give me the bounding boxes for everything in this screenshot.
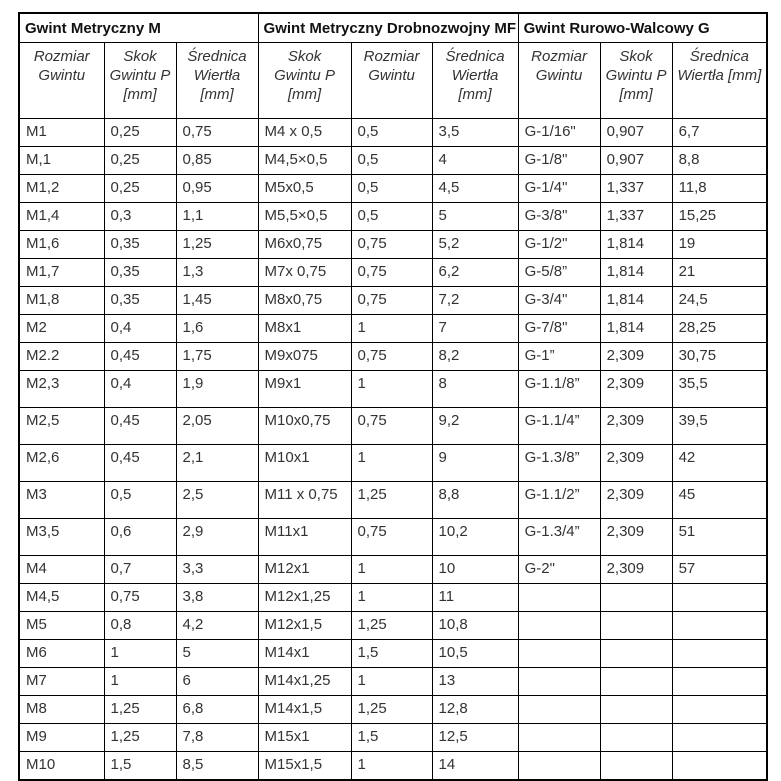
table-cell bbox=[600, 668, 672, 696]
table-cell: M7x 0,75 bbox=[258, 259, 351, 287]
table-cell bbox=[518, 752, 600, 781]
table-cell: 8,2 bbox=[432, 343, 518, 371]
table-cell: M12x1,25 bbox=[258, 584, 351, 612]
table-cell: 1 bbox=[351, 445, 432, 482]
table-cell: 0,907 bbox=[600, 147, 672, 175]
table-cell: 3,5 bbox=[432, 119, 518, 147]
table-cell: 1,5 bbox=[351, 640, 432, 668]
table-cell bbox=[600, 640, 672, 668]
column-header-g-pitch: Skok Gwintu P [mm] bbox=[600, 43, 672, 119]
table-cell: 0,75 bbox=[351, 259, 432, 287]
table-cell: 1 bbox=[351, 668, 432, 696]
table-row bbox=[19, 315, 767, 343]
table-cell: 0,3 bbox=[104, 203, 176, 231]
column-header-m-pitch: Skok Gwintu P [mm] bbox=[104, 43, 176, 119]
table-cell: 1 bbox=[104, 640, 176, 668]
table-row bbox=[19, 612, 767, 640]
table-cell: M10x0,75 bbox=[258, 408, 351, 445]
table-cell: 1,814 bbox=[600, 315, 672, 343]
table-cell: 2,5 bbox=[176, 482, 258, 519]
table-cell bbox=[672, 612, 767, 640]
table-cell: G-7/8" bbox=[518, 315, 600, 343]
table-cell: 51 bbox=[672, 519, 767, 556]
table-cell: M11 x 0,75 bbox=[258, 482, 351, 519]
table-cell: 0,5 bbox=[351, 175, 432, 203]
table-cell: 0,25 bbox=[104, 147, 176, 175]
table-cell: 1,5 bbox=[351, 724, 432, 752]
column-header-g-size: Rozmiar Gwintu bbox=[518, 43, 600, 119]
table-cell bbox=[518, 584, 600, 612]
table-cell: 1 bbox=[351, 371, 432, 408]
table-cell: 0,75 bbox=[104, 584, 176, 612]
table-cell: 14 bbox=[432, 752, 518, 781]
table-cell: 2,309 bbox=[600, 371, 672, 408]
table-cell: M14x1,5 bbox=[258, 696, 351, 724]
table-cell: 0,5 bbox=[104, 482, 176, 519]
table-cell: 30,75 bbox=[672, 343, 767, 371]
table-cell: G-1/4" bbox=[518, 175, 600, 203]
table-cell: 0,75 bbox=[176, 119, 258, 147]
table-cell: 0,5 bbox=[351, 203, 432, 231]
table-cell: M2.2 bbox=[19, 343, 104, 371]
table-cell: 1,814 bbox=[600, 259, 672, 287]
table-cell: G-1.3/4” bbox=[518, 519, 600, 556]
table-cell: 1,814 bbox=[600, 287, 672, 315]
table-cell: G-1” bbox=[518, 343, 600, 371]
table-cell: 1,25 bbox=[351, 696, 432, 724]
table-cell: M1,7 bbox=[19, 259, 104, 287]
table-cell: G-1.1/4” bbox=[518, 408, 600, 445]
group-title-metric: Gwint Metryczny M bbox=[19, 13, 258, 43]
table-cell: 1,25 bbox=[351, 612, 432, 640]
table-row bbox=[19, 445, 767, 482]
column-header-g-drill: Średnica Wiertła [mm] bbox=[672, 43, 767, 119]
table-cell: 1,337 bbox=[600, 175, 672, 203]
table-cell: 1,337 bbox=[600, 203, 672, 231]
table-cell: M5,5×0,5 bbox=[258, 203, 351, 231]
table-cell: 45 bbox=[672, 482, 767, 519]
table-cell: M12x1 bbox=[258, 556, 351, 584]
table-cell: G-3/8" bbox=[518, 203, 600, 231]
table-cell: M,1 bbox=[19, 147, 104, 175]
table-cell: M10x1 bbox=[258, 445, 351, 482]
table-row bbox=[19, 584, 767, 612]
table-cell: 13 bbox=[432, 668, 518, 696]
group-header-row bbox=[19, 13, 767, 43]
table-cell: 6 bbox=[176, 668, 258, 696]
table-cell: M3,5 bbox=[19, 519, 104, 556]
table-cell: 7,2 bbox=[432, 287, 518, 315]
table-cell: 4,2 bbox=[176, 612, 258, 640]
table-cell: 2,9 bbox=[176, 519, 258, 556]
table-cell: M14x1,25 bbox=[258, 668, 351, 696]
table-cell: 1 bbox=[104, 668, 176, 696]
table-body bbox=[19, 119, 767, 781]
table-cell: 0,35 bbox=[104, 259, 176, 287]
table-cell: 35,5 bbox=[672, 371, 767, 408]
table-cell: 28,25 bbox=[672, 315, 767, 343]
table-cell: 2,309 bbox=[600, 343, 672, 371]
table-cell bbox=[600, 752, 672, 781]
table-cell bbox=[672, 668, 767, 696]
table-cell: G-5/8” bbox=[518, 259, 600, 287]
table-cell: M15x1,5 bbox=[258, 752, 351, 781]
table-row bbox=[19, 203, 767, 231]
table-cell: 0,5 bbox=[351, 119, 432, 147]
table-cell bbox=[518, 724, 600, 752]
table-cell: 12,5 bbox=[432, 724, 518, 752]
table-cell: 10,2 bbox=[432, 519, 518, 556]
table-cell: 5,2 bbox=[432, 231, 518, 259]
table-cell: M9x075 bbox=[258, 343, 351, 371]
table-cell: 2,05 bbox=[176, 408, 258, 445]
table-cell: G-1.3/8” bbox=[518, 445, 600, 482]
table-cell: 2,309 bbox=[600, 556, 672, 584]
table-cell: 2,309 bbox=[600, 408, 672, 445]
table-cell: 5 bbox=[432, 203, 518, 231]
table-cell: 1,1 bbox=[176, 203, 258, 231]
table-cell: 0,4 bbox=[104, 371, 176, 408]
table-cell: 11 bbox=[432, 584, 518, 612]
table-cell: 1,9 bbox=[176, 371, 258, 408]
table-cell: M8 bbox=[19, 696, 104, 724]
column-header-row bbox=[19, 43, 767, 119]
table-cell: 2,309 bbox=[600, 519, 672, 556]
table-cell: 24,5 bbox=[672, 287, 767, 315]
table-cell: M15x1 bbox=[258, 724, 351, 752]
table-cell: 1,5 bbox=[104, 752, 176, 781]
table-cell: 0,5 bbox=[351, 147, 432, 175]
table-cell: 0,35 bbox=[104, 231, 176, 259]
table-row bbox=[19, 119, 767, 147]
table-cell: 42 bbox=[672, 445, 767, 482]
table-cell: M1,8 bbox=[19, 287, 104, 315]
table-row bbox=[19, 287, 767, 315]
table-cell: M1,2 bbox=[19, 175, 104, 203]
table-cell: 0,75 bbox=[351, 231, 432, 259]
column-header-mf-pitch: Skok Gwintu P [mm] bbox=[258, 43, 351, 119]
table-cell: M4,5 bbox=[19, 584, 104, 612]
table-cell: 6,8 bbox=[176, 696, 258, 724]
table-cell: 1,6 bbox=[176, 315, 258, 343]
table-cell: 57 bbox=[672, 556, 767, 584]
table-cell: M6x0,75 bbox=[258, 231, 351, 259]
table-row bbox=[19, 696, 767, 724]
table-cell: M4 bbox=[19, 556, 104, 584]
table-cell: M9 bbox=[19, 724, 104, 752]
table-cell: 8 bbox=[432, 371, 518, 408]
table-cell bbox=[518, 640, 600, 668]
table-cell: G-2" bbox=[518, 556, 600, 584]
column-header-m-size: Rozmiar Gwintu bbox=[19, 43, 104, 119]
table-cell: G-1/8" bbox=[518, 147, 600, 175]
table-cell: 9 bbox=[432, 445, 518, 482]
table-cell: 2,309 bbox=[600, 482, 672, 519]
table-cell: 5 bbox=[176, 640, 258, 668]
table-cell: G-1/16" bbox=[518, 119, 600, 147]
table-cell: 39,5 bbox=[672, 408, 767, 445]
table-row bbox=[19, 482, 767, 519]
column-header-m-drill: Średnica Wiertła [mm] bbox=[176, 43, 258, 119]
table-cell: 0,4 bbox=[104, 315, 176, 343]
table-cell: 1 bbox=[351, 556, 432, 584]
table-cell bbox=[600, 584, 672, 612]
table-cell bbox=[672, 752, 767, 781]
table-cell bbox=[600, 696, 672, 724]
table-cell: 10,8 bbox=[432, 612, 518, 640]
table-row bbox=[19, 175, 767, 203]
column-header-mf-drill: Średnica Wiertła [mm] bbox=[432, 43, 518, 119]
table-row bbox=[19, 724, 767, 752]
table-row bbox=[19, 371, 767, 408]
table-cell: 1 bbox=[351, 315, 432, 343]
table-cell: M5x0,5 bbox=[258, 175, 351, 203]
table-row bbox=[19, 668, 767, 696]
table-cell bbox=[518, 668, 600, 696]
table-cell: 0,907 bbox=[600, 119, 672, 147]
table-cell: 0,45 bbox=[104, 408, 176, 445]
table-cell: M9x1 bbox=[258, 371, 351, 408]
table-cell: 10 bbox=[432, 556, 518, 584]
table-row bbox=[19, 259, 767, 287]
table-cell: M4 x 0,5 bbox=[258, 119, 351, 147]
table-cell: 1,3 bbox=[176, 259, 258, 287]
table-cell: 0,95 bbox=[176, 175, 258, 203]
table-cell: M8x1 bbox=[258, 315, 351, 343]
table-cell: 1,25 bbox=[104, 724, 176, 752]
table-cell: 1,25 bbox=[351, 482, 432, 519]
table-cell: 9,2 bbox=[432, 408, 518, 445]
table-cell bbox=[518, 696, 600, 724]
table-cell: 0,75 bbox=[351, 519, 432, 556]
table-cell: M1 bbox=[19, 119, 104, 147]
table-cell: 11,8 bbox=[672, 175, 767, 203]
table-row bbox=[19, 231, 767, 259]
table-cell: 1,45 bbox=[176, 287, 258, 315]
table-cell: 0,85 bbox=[176, 147, 258, 175]
table-cell: 1,25 bbox=[104, 696, 176, 724]
table-cell: M3 bbox=[19, 482, 104, 519]
table-cell: 3,3 bbox=[176, 556, 258, 584]
table-cell: M2,5 bbox=[19, 408, 104, 445]
table-cell: M2,6 bbox=[19, 445, 104, 482]
table-cell: M7 bbox=[19, 668, 104, 696]
table-cell bbox=[672, 584, 767, 612]
table-header bbox=[19, 13, 767, 119]
table-cell: G-1/2" bbox=[518, 231, 600, 259]
table-cell: 1,25 bbox=[176, 231, 258, 259]
table-cell: 0,45 bbox=[104, 445, 176, 482]
group-title-pipe-cylindrical: Gwint Rurowo-Walcowy G bbox=[518, 13, 767, 43]
table-cell: 1,814 bbox=[600, 231, 672, 259]
table-cell: M10 bbox=[19, 752, 104, 781]
table-cell: 2,309 bbox=[600, 445, 672, 482]
table-cell: M2,3 bbox=[19, 371, 104, 408]
table-cell bbox=[672, 640, 767, 668]
table-cell: 0,75 bbox=[351, 287, 432, 315]
table-cell: G-1.1/8” bbox=[518, 371, 600, 408]
table-cell: 19 bbox=[672, 231, 767, 259]
table-cell bbox=[672, 696, 767, 724]
table-cell: 6,2 bbox=[432, 259, 518, 287]
table-cell: 1 bbox=[351, 752, 432, 781]
table-cell: M14x1 bbox=[258, 640, 351, 668]
table-cell: 0,25 bbox=[104, 119, 176, 147]
table-cell: 0,75 bbox=[351, 408, 432, 445]
table-cell bbox=[672, 724, 767, 752]
table-cell: 12,8 bbox=[432, 696, 518, 724]
table-cell: M12x1,5 bbox=[258, 612, 351, 640]
table-cell: 2,1 bbox=[176, 445, 258, 482]
table-cell: M2 bbox=[19, 315, 104, 343]
table-cell: M11x1 bbox=[258, 519, 351, 556]
table-cell: 21 bbox=[672, 259, 767, 287]
column-header-mf-size: Rozmiar Gwintu bbox=[351, 43, 432, 119]
table-cell: 8,8 bbox=[672, 147, 767, 175]
table-cell: 8,5 bbox=[176, 752, 258, 781]
table-cell: 4 bbox=[432, 147, 518, 175]
table-cell: M4,5×0,5 bbox=[258, 147, 351, 175]
table-row bbox=[19, 640, 767, 668]
table-cell: G-1.1/2” bbox=[518, 482, 600, 519]
table-cell: 0,25 bbox=[104, 175, 176, 203]
table-cell: 1 bbox=[351, 584, 432, 612]
thread-size-table bbox=[18, 12, 768, 781]
table-row bbox=[19, 752, 767, 781]
table-cell: 15,25 bbox=[672, 203, 767, 231]
table-cell: 0,35 bbox=[104, 287, 176, 315]
table-cell: M8x0,75 bbox=[258, 287, 351, 315]
table-cell: 8,8 bbox=[432, 482, 518, 519]
table-cell: 1,75 bbox=[176, 343, 258, 371]
table-cell bbox=[600, 724, 672, 752]
table-row bbox=[19, 556, 767, 584]
table-cell: 0,7 bbox=[104, 556, 176, 584]
group-title-fine-metric: Gwint Metryczny Drobnozwojny MF bbox=[258, 13, 518, 43]
table-cell: M1,4 bbox=[19, 203, 104, 231]
table-row bbox=[19, 408, 767, 445]
table-cell: 3,8 bbox=[176, 584, 258, 612]
table-cell: 0,75 bbox=[351, 343, 432, 371]
table-cell: 0,45 bbox=[104, 343, 176, 371]
table-cell: 10,5 bbox=[432, 640, 518, 668]
table-cell: 6,7 bbox=[672, 119, 767, 147]
table-row bbox=[19, 147, 767, 175]
table-cell: M1,6 bbox=[19, 231, 104, 259]
table-cell: M6 bbox=[19, 640, 104, 668]
table-cell: M5 bbox=[19, 612, 104, 640]
table-cell: 7 bbox=[432, 315, 518, 343]
table-cell bbox=[600, 612, 672, 640]
table-row bbox=[19, 343, 767, 371]
table-cell bbox=[518, 612, 600, 640]
table-cell: 4,5 bbox=[432, 175, 518, 203]
table-cell: G-3/4" bbox=[518, 287, 600, 315]
table-cell: 0,8 bbox=[104, 612, 176, 640]
table-row bbox=[19, 519, 767, 556]
table-cell: 0,6 bbox=[104, 519, 176, 556]
table-cell: 7,8 bbox=[176, 724, 258, 752]
